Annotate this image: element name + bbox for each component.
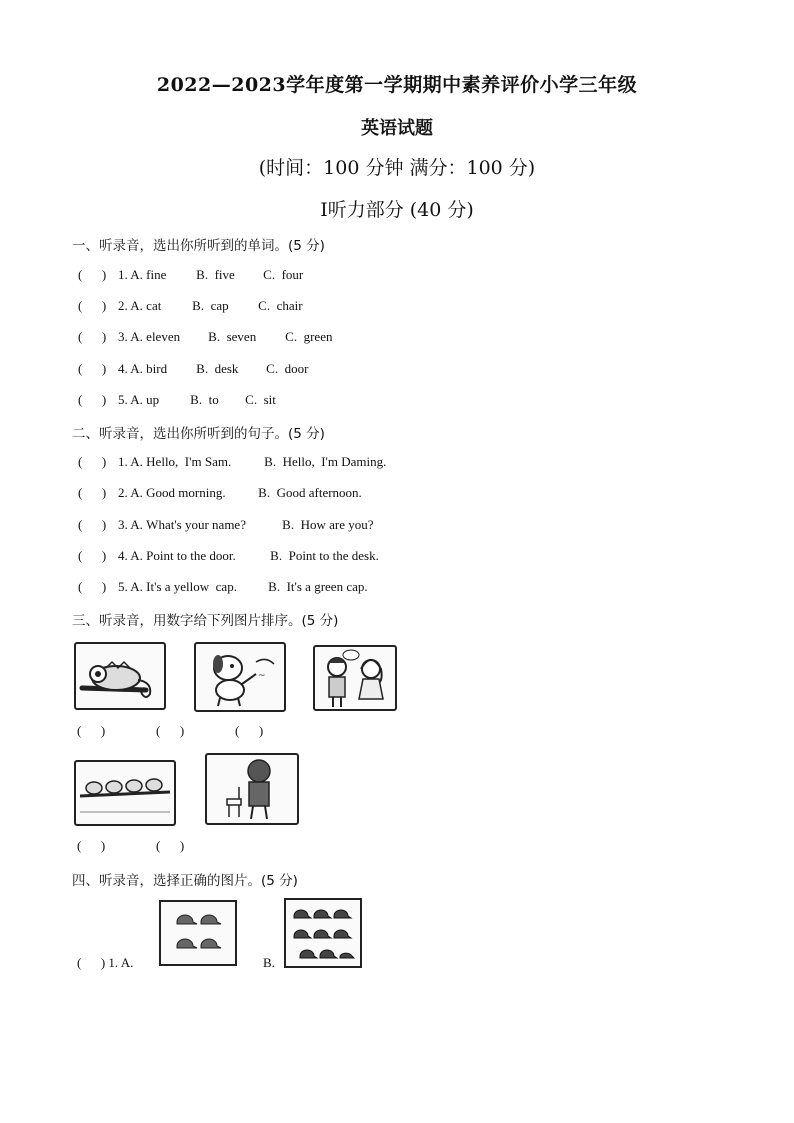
s2-question-5: ( ) 5. A. It's a yellow cap. B. It's a green cap. [78,579,368,594]
exam-subject: 英语试题 [361,118,433,139]
s2-question-1: ( ) 1. A. Hello, I'm Sam. B. Hello, I'm Daming. [78,454,387,469]
s3-blank-5[interactable]: ( ) [156,838,185,853]
answer-blank[interactable]: ( ) [78,361,107,376]
section-4-title: 四、听录音，选择正确的图片。(5 分) [72,873,298,889]
exam-title: 2022—2023学年度第一学期期中素养评价小学三年级 [156,74,638,96]
birds-on-branch-drawing-icon [74,760,176,826]
person-with-chair-drawing-icon [205,753,299,825]
dog-drawing-icon [194,642,286,712]
two-children-drawing-icon [313,645,397,711]
answer-blank[interactable]: ( ) [78,579,107,594]
s2-question-2: ( ) 2. A. Good morning. B. Good afternoon. [78,485,362,500]
s3-blank-4[interactable]: ( ) [77,838,106,853]
s1-question-3: ( ) 3. A. eleven B. seven C. green [78,329,333,344]
answer-blank[interactable]: ( ) [78,485,107,500]
s3-blank-3[interactable]: ( ) [235,723,264,738]
s1-question-2: ( ) 2. A. cat B. cap C. chair [78,298,303,313]
answer-blank[interactable]: ( ) [78,298,107,313]
answer-blank[interactable]: ( ) [78,392,107,407]
svg-text:~: ~ [258,671,266,681]
section-2-title: 二、听录音，选出你所听到的句子。(5 分) [72,426,325,442]
four-caps-drawing-icon [159,900,237,966]
s2-question-4: ( ) 4. A. Point to the door. B. Point to the desk. [78,548,379,563]
section-3-title: 三、听录音，用数字给下列图片排序。(5 分) [72,613,339,629]
s4-question-1-label[interactable]: ( ) 1. A. [77,955,134,970]
answer-blank[interactable]: ( ) [78,517,107,532]
s3-blank-2[interactable]: ( ) [156,723,185,738]
listening-part-heading: Ⅰ听力部分 (40 分) [320,199,474,221]
s1-question-4: ( ) 4. A. bird B. desk C. door [78,361,309,376]
s2-question-3: ( ) 3. A. What's your name? B. How are you? [78,517,374,532]
answer-blank[interactable]: ( ) [78,267,107,282]
s1-question-5: ( ) 5. A. up B. to C. sit [78,392,276,407]
chameleon-drawing-icon [74,642,166,710]
s3-blank-1[interactable]: ( ) [77,723,106,738]
section-1-title: 一、听录音，选出你所听到的单词。(5 分) [72,238,325,254]
answer-blank[interactable]: ( ) [78,329,107,344]
exam-time-info: (时间：100 分钟 满分：100 分) [258,157,536,179]
nine-caps-drawing-icon [284,898,362,968]
s4-option-b-label: B. [263,955,275,970]
s1-question-1: ( ) 1. A. fine B. five C. four [78,267,304,282]
answer-blank[interactable]: ( ) [78,548,107,563]
answer-blank[interactable]: ( ) [78,454,107,469]
